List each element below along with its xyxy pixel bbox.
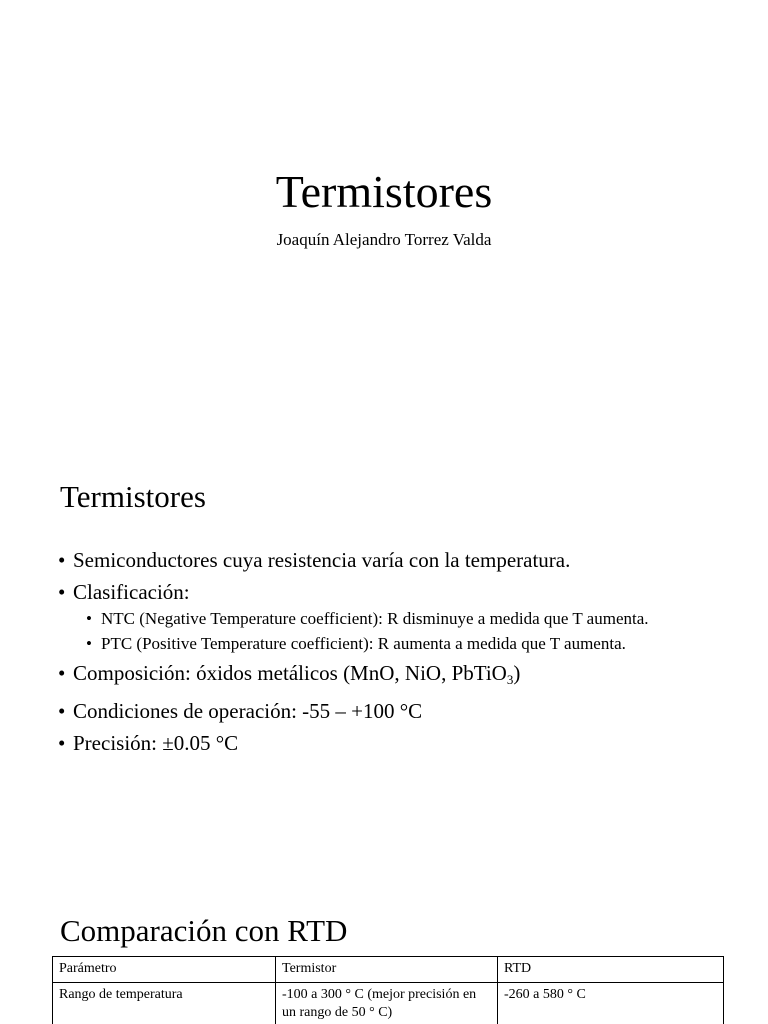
slide-title: Termistores xyxy=(60,479,206,514)
bullet-item xyxy=(58,580,738,654)
sub-bullet-list xyxy=(73,609,738,654)
bullet-item xyxy=(58,699,738,724)
bullet-text: Composición: óxidos metálicos (MnO, NiO, PbTiO xyxy=(73,661,507,685)
table-cell: Rango de temperatura xyxy=(53,983,276,1024)
table-cell: -100 a 300 ° C (mejor precisión en un rango de 50 ° C) xyxy=(276,983,498,1024)
sub-bullet-item xyxy=(86,609,738,629)
header-cell: Parámetro xyxy=(53,957,276,983)
bullet-text: Semiconductores cuya resistencia varía con la temperatura. xyxy=(73,548,571,572)
bullet-text: Precisión: ±0.05 °C xyxy=(73,731,239,755)
bullet-item xyxy=(58,548,738,573)
header-cell: Termistor xyxy=(276,957,498,983)
comparison-slide xyxy=(0,870,768,1024)
presentation-title: Termistores xyxy=(275,166,493,217)
title-slide xyxy=(0,0,768,438)
bullet-text: Condiciones de operación: -55 – +100 °C xyxy=(73,699,423,723)
termistores-slide xyxy=(0,438,768,870)
comparison-table xyxy=(52,956,724,1024)
subscript: 3 xyxy=(506,672,514,687)
bullet-list xyxy=(58,548,738,763)
sub-bullet-text: NTC (Negative Temperature coefficient): R disminuye a medida que T aumenta. xyxy=(101,609,649,628)
table-row xyxy=(53,983,724,1024)
bullet-item xyxy=(58,731,738,756)
slide-title: Comparación con RTD xyxy=(60,913,348,948)
bullet-item xyxy=(58,661,738,692)
bullet-text: Clasificación: xyxy=(73,580,190,604)
sub-bullet-item xyxy=(86,634,738,654)
table-header-row xyxy=(53,957,724,983)
author-name: Joaquín Alejandro Torrez Valda xyxy=(276,230,492,249)
table-cell: -260 a 580 ° C xyxy=(498,983,724,1024)
bullet-text: ) xyxy=(513,661,521,685)
header-cell: RTD xyxy=(498,957,724,983)
sub-bullet-text: PTC (Positive Temperature coefficient): R aumenta a medida que T aumenta. xyxy=(101,634,626,653)
